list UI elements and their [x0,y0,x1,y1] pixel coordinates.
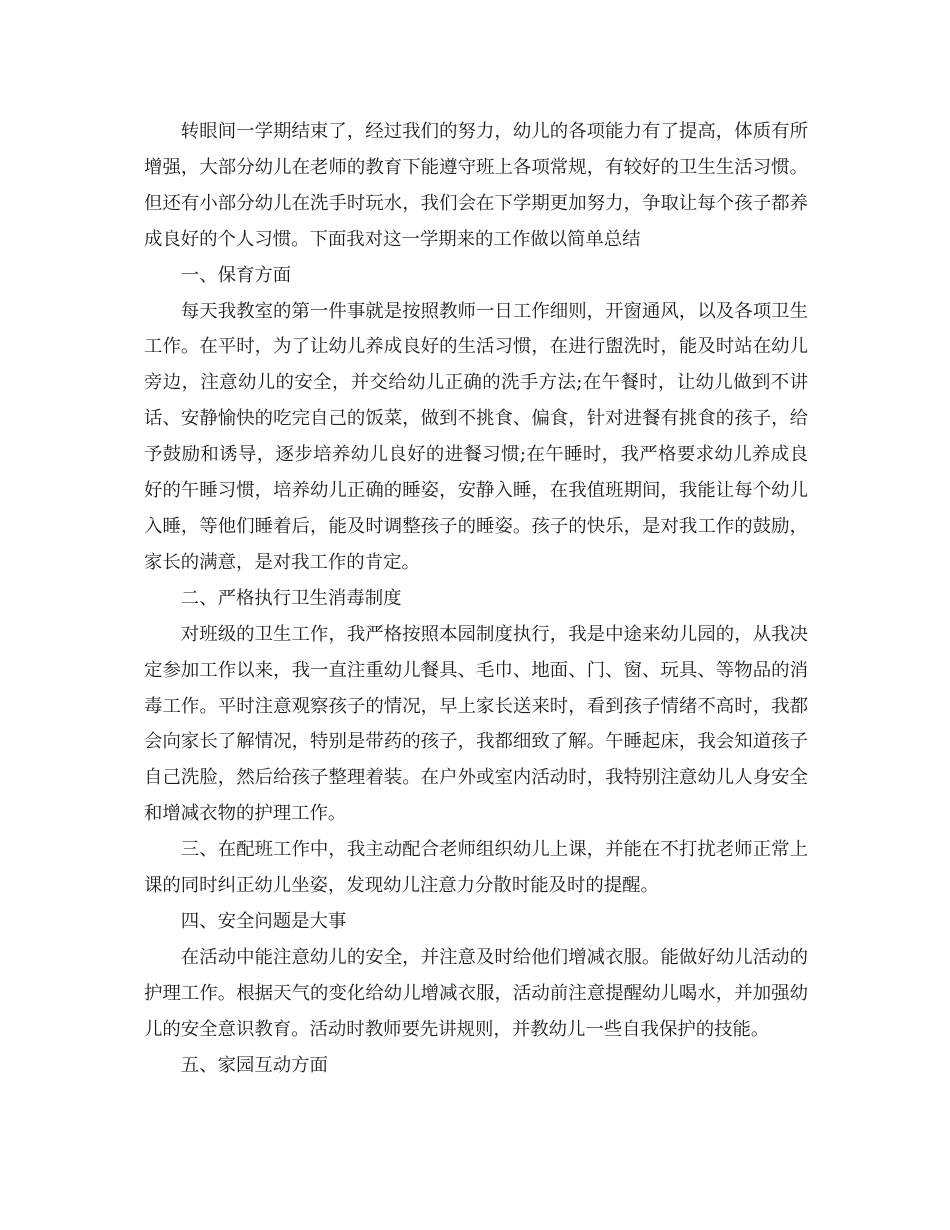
section-4-paragraph: 在活动中能注意幼儿的安全，并注意及时给他们增减衣服。能做好幼儿活动的护理工作。根据天气的变化给幼儿增减衣服，活动前注意提醒幼儿喝水，并加强幼儿的安全意识教育。活动时教师要先讲规则，并教幼儿一些自我保护的技能。 [144,946,808,1040]
section-3-paragraph: 三、在配班工作中，我主动配合老师组织幼儿上课，并能在不打扰老师正常上课的同时纠正幼儿坐姿，发现幼儿注意力分散时能及时的提醒。 [144,839,808,897]
section-2-paragraph: 对班级的卫生工作，我严格按照本园制度执行，我是中途来幼儿园的，从我决定参加工作以来，我一直注重幼儿餐具、毛巾、地面、门、窗、玩具、等物品的消毒工作。平时注意观察孩子的情况，早上家长送来时，看到孩子情绪不高时，我都会向家长了解情况，特别是带药的孩子，我都细致了解。午睡起床，我会知道孩子自己洗脸，然后给孩子整理着装。在户外或室内活动时，我特别注意幼儿人身安全和增减衣物的护理工作。 [144,623,808,825]
section-heading-4: 四、安全问题是大事 [180,910,347,932]
section-heading-5: 五、家园互动方面 [180,1054,328,1076]
document-body [144,114,808,1083]
section-heading-1: 一、保育方面 [180,264,292,286]
section-1-paragraph: 每天我教室的第一件事就是按照教师一日工作细则，开窗通风，以及各项卫生工作。在平时，为了让幼儿养成良好的生活习惯，在进行盥洗时，能及时站在幼儿旁边，注意幼儿的安全，并交给幼儿正确的洗手方法;在午餐时，让幼儿做到不讲话、安静愉快的吃完自己的饭菜，做到不挑食、偏食，针对进餐有挑食的孩子，给予鼓励和诱导，逐步培养幼儿良好的进餐习惯;在午睡时，我严格要求幼儿养成良好的午睡习惯，培养幼儿正确的睡姿，安静入睡，在我值班期间，我能让每个幼儿入睡，等他们睡着后，能及时调整孩子的睡姿。孩子的快乐，是对我工作的鼓励，家长的满意，是对我工作的肯定。 [144,300,808,573]
intro-paragraph: 转眼间一学期结束了，经过我们的努力，幼儿的各项能力有了提高，体质有所增强，大部分幼儿在老师的教育下能遵守班上各项常规，有较好的卫生生活习惯。但还有小部分幼儿在洗手时玩水，我们会在下学期更加努力，争取让每个孩子都养成良好的个人习惯。下面我对这一学期来的工作做以简单总结 [144,121,808,250]
section-heading-2: 二、严格执行卫生消毒制度 [180,587,402,609]
